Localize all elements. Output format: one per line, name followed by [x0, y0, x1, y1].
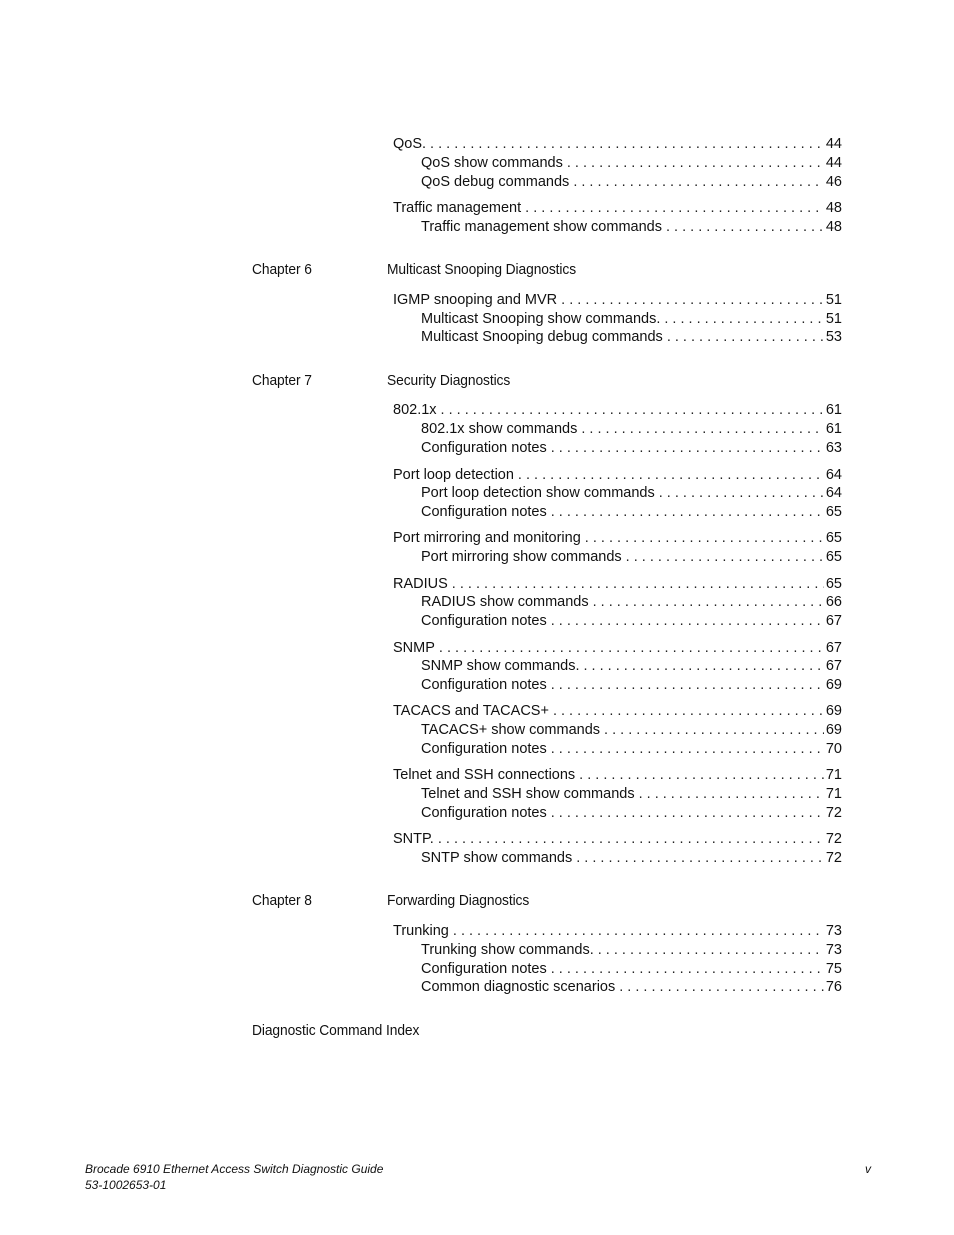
footer-doc-number: 53-1002653-01 [85, 1178, 167, 1192]
toc-entry-title: Traffic management [393, 200, 522, 216]
toc-entry-page: 64 [825, 467, 842, 483]
dot-leader [585, 529, 824, 547]
chapter-title[interactable]: Forwarding Diagnostics [387, 892, 530, 909]
toc-subentry-page: 70 [825, 741, 842, 757]
chapter-label: Chapter 8 [252, 892, 312, 909]
toc-subentry-page: 69 [825, 722, 842, 738]
toc-subentry[interactable] [421, 960, 842, 978]
dot-leader [551, 439, 824, 457]
toc-subentry[interactable] [421, 612, 842, 630]
dot-leader [573, 173, 824, 191]
toc-subentry-title: Configuration notes [421, 805, 547, 821]
chapter-label: Chapter 6 [252, 261, 312, 278]
toc-subentry-page: 61 [825, 421, 842, 437]
toc-subentry[interactable] [421, 785, 842, 803]
dot-leader [551, 676, 824, 694]
dot-leader [561, 291, 824, 309]
toc-subentry-title: Configuration notes [421, 504, 547, 520]
toc-entry-title: SNTP. [393, 831, 434, 847]
toc-entry-page: 44 [825, 136, 842, 152]
toc-subentry[interactable] [421, 941, 842, 959]
toc-entry-title: 802.1x [393, 402, 437, 418]
toc-subentry-title: Trunking show commands. [421, 942, 594, 958]
toc-entry[interactable] [393, 401, 842, 419]
toc-subentry-page: 65 [825, 504, 842, 520]
toc-subentry-page: 48 [825, 219, 842, 235]
toc-subentry-title: Configuration notes [421, 613, 547, 629]
toc-subentry-title: Telnet and SSH show commands [421, 786, 635, 802]
toc-subentry-title: Configuration notes [421, 741, 547, 757]
toc-subentry-page: 67 [825, 658, 842, 674]
toc-subentry[interactable] [421, 676, 842, 694]
toc-subentry-page: 53 [825, 329, 842, 345]
toc-subentry[interactable] [421, 593, 842, 611]
toc-subentry[interactable] [421, 310, 842, 328]
toc-entry-title: TACACS and TACACS+ [393, 703, 549, 719]
toc-subentry-page: 67 [825, 613, 842, 629]
toc-entry-title: QoS. [393, 136, 427, 152]
dot-leader [579, 766, 824, 784]
toc-entry-title: Port mirroring and monitoring [393, 530, 581, 546]
toc-entry-title: Trunking [393, 923, 449, 939]
toc-entry-title: Port loop detection [393, 467, 514, 483]
toc-subentry-title: Traffic management show commands [421, 219, 662, 235]
dot-leader [438, 830, 824, 848]
toc-subentry-title: Configuration notes [421, 440, 547, 456]
toc-entry-page: 65 [825, 576, 842, 592]
toc-subentry-title: Configuration notes [421, 961, 547, 977]
chapter-title[interactable]: Multicast Snooping Diagnostics [387, 261, 577, 278]
dot-leader [441, 401, 824, 419]
chapter-title[interactable]: Security Diagnostics [387, 372, 511, 389]
dot-leader [567, 154, 824, 172]
toc-subentry[interactable] [421, 503, 842, 521]
toc-subentry-page: 71 [825, 786, 842, 802]
toc-subentry-page: 46 [825, 174, 842, 190]
toc-entry-title: Telnet and SSH connections [393, 767, 576, 783]
dot-leader [604, 721, 824, 739]
toc-subentry-page: 73 [825, 942, 842, 958]
toc-entry-title: IGMP snooping and MVR [393, 292, 558, 308]
dot-leader [576, 849, 824, 867]
toc-subentry[interactable] [421, 154, 842, 172]
toc-subentry[interactable] [421, 740, 842, 758]
dot-leader [598, 941, 824, 959]
dot-leader [551, 612, 824, 630]
toc-entry[interactable] [393, 575, 842, 593]
toc-subentry[interactable] [421, 420, 842, 438]
dot-leader [430, 135, 824, 153]
dot-leader [439, 639, 824, 657]
toc-subentry-title: Port loop detection show commands [421, 485, 655, 501]
toc-subentry-page: 69 [825, 677, 842, 693]
chapter-label: Chapter 7 [252, 372, 312, 389]
footer-page-number: v [865, 1162, 871, 1176]
toc-entry[interactable] [393, 702, 842, 720]
dot-leader [551, 960, 824, 978]
dot-leader [583, 657, 823, 675]
toc-subentry[interactable] [421, 484, 842, 502]
toc-entry-page: 72 [825, 831, 842, 847]
toc-entry-page: 67 [825, 640, 842, 656]
toc-subentry[interactable] [421, 657, 842, 675]
toc-subentry-title: Multicast Snooping show commands. [421, 311, 661, 327]
toc-entry-page: 65 [825, 530, 842, 546]
toc-subentry-title: Common diagnostic scenarios [421, 979, 616, 995]
toc-entry[interactable] [393, 135, 842, 153]
toc-subentry-title: SNMP show commands. [421, 658, 580, 674]
dot-leader [626, 548, 824, 566]
dot-leader [619, 978, 824, 996]
toc-subentry-page: 72 [825, 805, 842, 821]
dot-leader [551, 804, 824, 822]
toc-subentry[interactable] [421, 439, 842, 457]
toc-subentry-title: Port mirroring show commands [421, 549, 622, 565]
toc-subentry-page: 76 [825, 979, 842, 995]
dot-leader [525, 199, 824, 217]
toc-subentry-title: 802.1x show commands [421, 421, 578, 437]
toc-subentry-page: 65 [825, 549, 842, 565]
dot-leader [553, 702, 824, 720]
dot-leader [639, 785, 824, 803]
toc-subentry-page: 75 [825, 961, 842, 977]
dot-leader [666, 218, 824, 236]
toc-subentry[interactable] [421, 218, 842, 236]
toc-subentry-title: TACACS+ show commands [421, 722, 601, 738]
index-title[interactable]: Diagnostic Command Index [252, 1022, 420, 1039]
toc-subentry[interactable] [421, 804, 842, 822]
toc-entry-title: RADIUS [393, 576, 448, 592]
toc-subentry[interactable] [421, 978, 842, 996]
dot-leader [452, 575, 824, 593]
toc-subentry-title: Multicast Snooping debug commands [421, 329, 663, 345]
toc-entry[interactable] [393, 199, 842, 217]
toc-entry-title: SNMP [393, 640, 435, 656]
dot-leader [659, 484, 824, 502]
toc-entry-page: 61 [825, 402, 842, 418]
toc-entry[interactable] [393, 466, 842, 484]
dot-leader [453, 922, 824, 940]
toc-subentry[interactable] [421, 328, 842, 346]
toc-subentry[interactable] [421, 721, 842, 739]
toc-subentry[interactable] [421, 548, 842, 566]
dot-leader [593, 593, 824, 611]
dot-leader [667, 328, 824, 346]
dot-leader [581, 420, 824, 438]
dot-leader [551, 740, 824, 758]
toc-subentry-title: QoS debug commands [421, 174, 570, 190]
toc-subentry-title: Configuration notes [421, 677, 547, 693]
toc-entry-page: 51 [825, 292, 842, 308]
footer-doc-title: Brocade 6910 Ethernet Access Switch Diagnostic Guide [85, 1162, 384, 1176]
page-footer [85, 1161, 871, 1193]
toc-entry-page: 73 [825, 923, 842, 939]
toc-subentry-title: QoS show commands [421, 155, 563, 171]
toc-entry-page: 69 [825, 703, 842, 719]
toc-entry[interactable] [393, 922, 842, 940]
toc-subentry-page: 63 [825, 440, 842, 456]
toc-entry[interactable] [393, 639, 842, 657]
dot-leader [664, 310, 823, 328]
toc-entry[interactable] [393, 766, 842, 784]
toc-subentry[interactable] [421, 173, 842, 191]
toc-subentry-title: SNTP show commands [421, 850, 573, 866]
footer-row [85, 1161, 871, 1177]
toc-entry-page: 71 [825, 767, 842, 783]
toc-subentry[interactable] [421, 849, 842, 867]
toc-entry[interactable] [393, 529, 842, 547]
toc-subentry-page: 44 [825, 155, 842, 171]
toc-subentry-page: 64 [825, 485, 842, 501]
toc-subentry-page: 66 [825, 594, 842, 610]
toc-subentry-page: 72 [825, 850, 842, 866]
dot-leader [551, 503, 824, 521]
toc-subentry-title: RADIUS show commands [421, 594, 589, 610]
dot-leader [518, 466, 824, 484]
toc-entry[interactable] [393, 291, 842, 309]
toc-entry-page: 48 [825, 200, 842, 216]
toc-subentry-page: 51 [825, 311, 842, 327]
toc-entry[interactable] [393, 830, 842, 848]
